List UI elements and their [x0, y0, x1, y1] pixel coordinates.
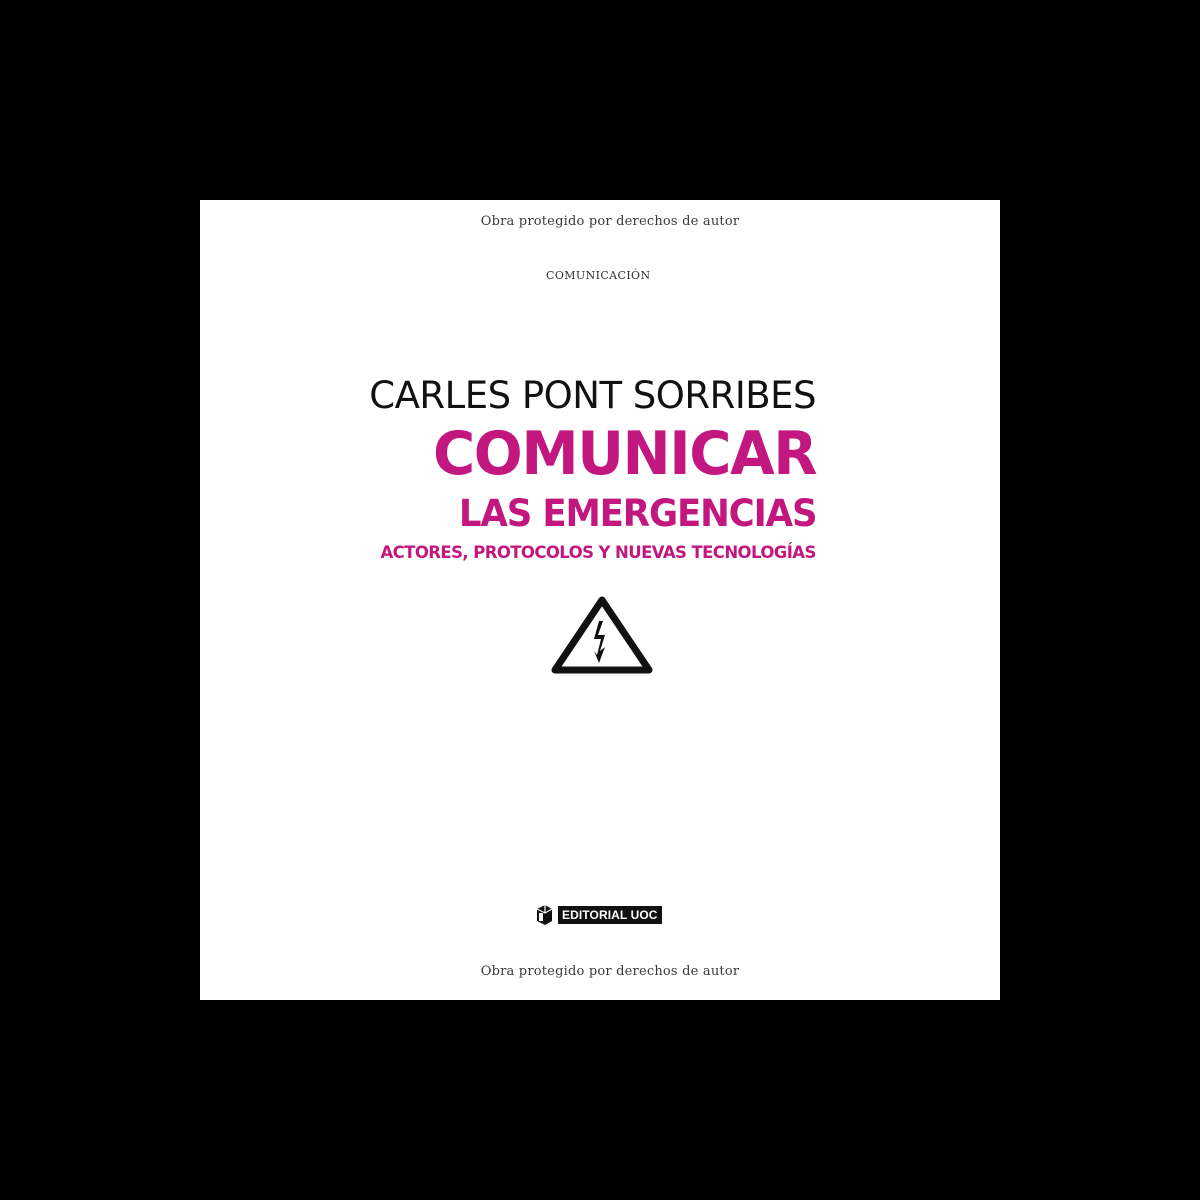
copyright-watermark-top: Obra protegido por derechos de autor	[480, 214, 740, 229]
book-cover	[200, 200, 1000, 1000]
copyright-watermark-bottom: Obra protegido por derechos de autor	[480, 964, 740, 979]
collection-label: COMUNICACIÓN	[546, 269, 651, 282]
high-voltage-warning-icon	[550, 595, 654, 675]
publisher-logo	[534, 904, 662, 926]
title-line-2: LAS EMERGENCIAS	[458, 492, 816, 535]
uoc-cube-logo-icon	[534, 904, 554, 926]
author-name: CARLES PONT SORRIBES	[369, 374, 816, 417]
title-line-1: COMUNICAR	[432, 419, 816, 489]
subtitle: ACTORES, PROTOCOLOS Y NUEVAS TECNOLOGÍAS	[380, 543, 816, 563]
publisher-name: EDITORIAL UOC	[558, 906, 662, 924]
